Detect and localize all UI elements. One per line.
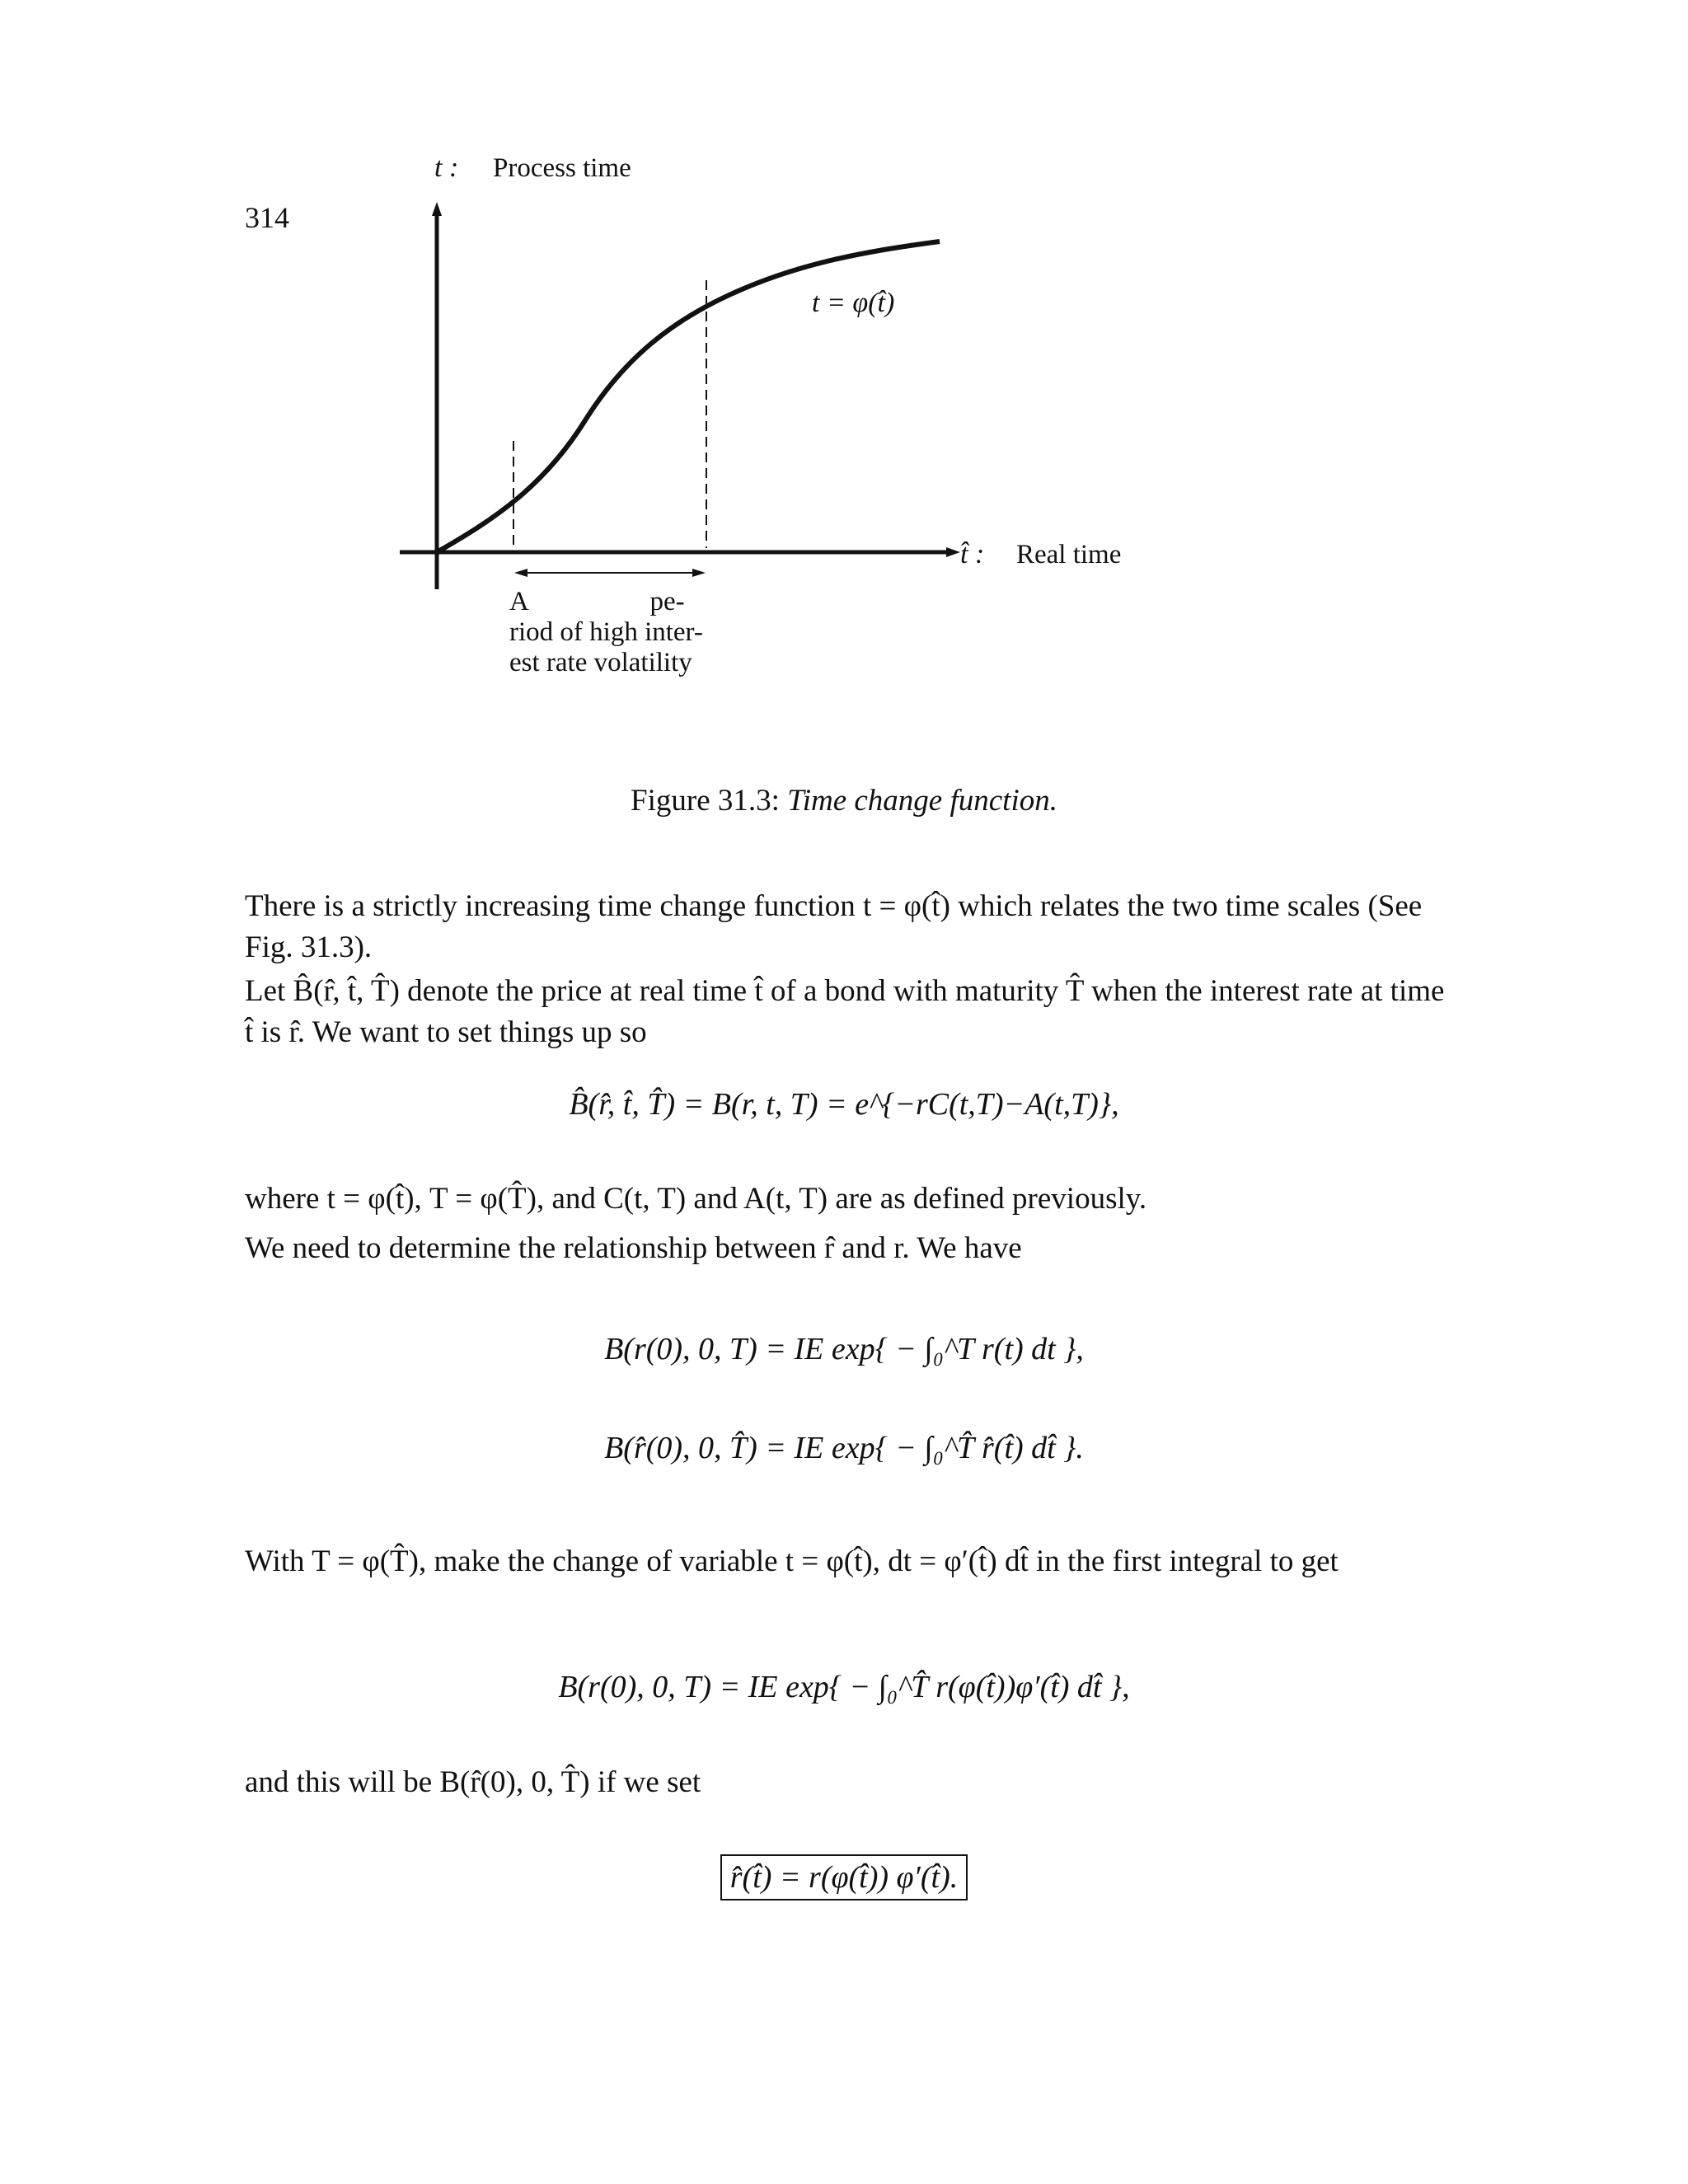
page-number: 314	[245, 201, 289, 234]
paragraph-1: There is a strictly increasing time change function t = φ(t̂) which relates the two time scales (See Fig. 31.3).	[245, 889, 1423, 964]
y-axis-var: t :	[434, 152, 459, 183]
paragraph-6: and this will be B(r̂(0), 0, T̂) if we set	[245, 1765, 701, 1799]
time-change-figure	[0, 0, 1688, 742]
caption-title: Time change function.	[787, 784, 1057, 818]
figure-caption	[0, 783, 1688, 818]
equation-2b: B(r̂(0), 0, T̂) = IE exp{ − ∫₀^T̂ r̂(t̂) dt̂ }.	[604, 1431, 1084, 1465]
equation-3: B(r(0), 0, T) = IE exp{ − ∫₀^T̂ r(φ(t̂))φ′(t̂) dt̂ },	[558, 1670, 1130, 1704]
x-axis-label: Real time	[1016, 540, 1122, 569]
boxed-equation: r̂(t̂) = r(φ(t̂)) φ′(t̂).	[720, 1854, 968, 1900]
annotation-line-3: est rate volatility	[509, 648, 692, 677]
annotation-line-1: A pe-	[509, 587, 685, 616]
equation-1: B̂(r̂, t̂, T̂) = B(r, t, T) = e^{−rC(t,T)−A(t,T)},	[569, 1087, 1119, 1122]
period-arrow-left-head	[514, 569, 528, 577]
y-axis-arrow	[432, 202, 442, 216]
equation-4-container	[0, 1854, 1688, 1900]
equation-2a: B(r(0), 0, T) = IE exp{ − ∫₀^T r(t) dt },	[604, 1332, 1084, 1366]
curve-label: t = φ(t̂)	[812, 288, 895, 318]
paragraph-5: With T = φ(T̂), make the change of variable t = φ(t̂), dt = φ′(t̂) dt̂ in the first integral to get	[245, 1544, 1339, 1578]
period-arrow-right-head	[692, 569, 706, 577]
paragraph-4: We need to determine the relationship between r̂ and r. We have	[245, 1231, 1022, 1265]
paragraph-2: Let B̂(r̂, t̂, T̂) denote the price at real time t̂ of a bond with maturity T̂ when the interest rate at time t̂ is r̂. We want to set things up so	[245, 974, 1445, 1049]
y-axis-label: Process time	[493, 153, 631, 183]
annotation-line-2: riod of high inter-	[509, 617, 703, 647]
paragraph-3: where t = φ(t̂), T = φ(T̂), and C(t, T) and A(t, T) are as defined previously.	[245, 1182, 1147, 1216]
x-axis-var: t̂ :	[960, 539, 985, 569]
caption-prefix: Figure 31.3:	[631, 784, 780, 818]
x-axis-arrow	[946, 547, 960, 557]
